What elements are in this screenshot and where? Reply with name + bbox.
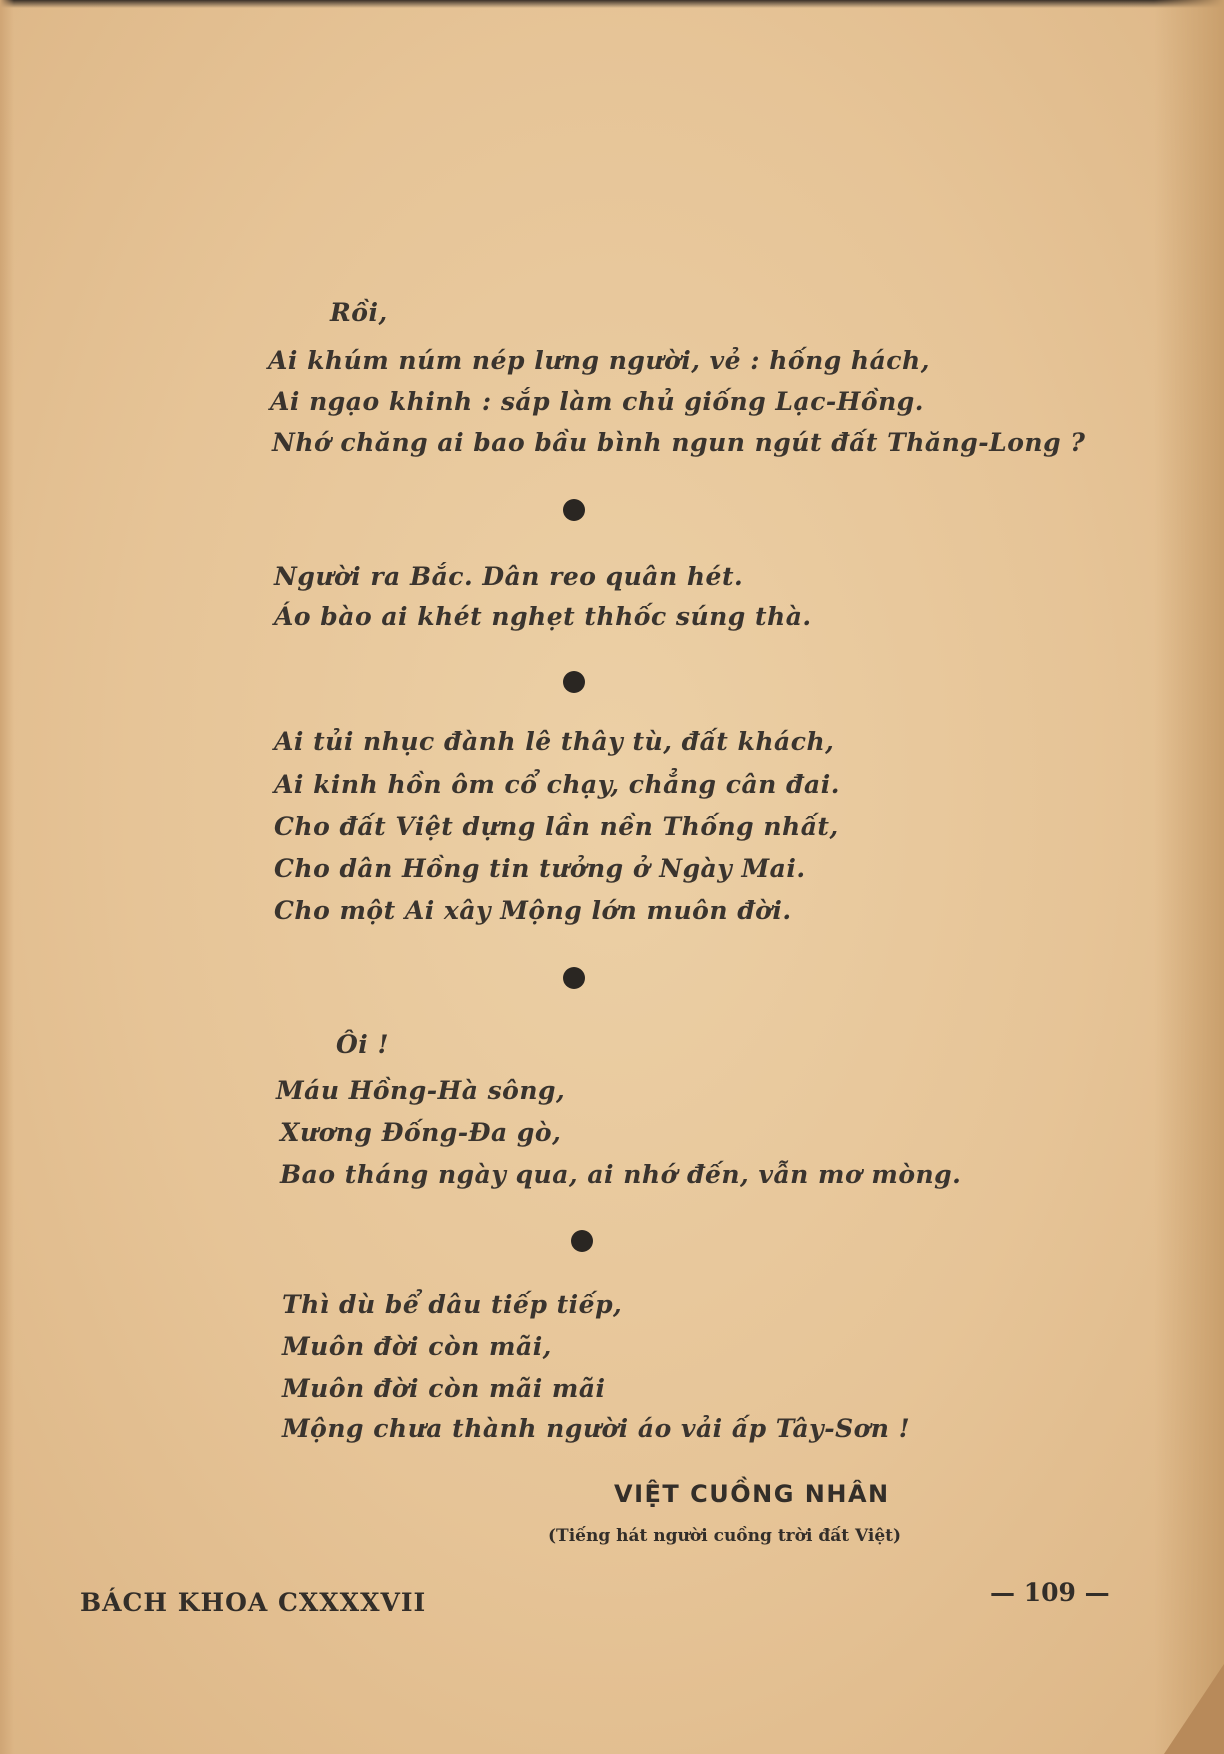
poem-source: (Tiếng hát người cuồng trời đất Việt) [548, 1526, 902, 1546]
stanza3-line-4: Cho dân Hồng tin tưởng ở Ngày Mai. [274, 854, 806, 883]
stanza3-line-2: Ai kinh hồn ôm cổ chạy, chẳng cân đai. [274, 770, 840, 799]
author-name: VIỆT CUỒNG NHÂN [614, 1480, 890, 1508]
stanza2-line-2: Áo bào ai khét nghẹt thhốc súng thà. [274, 602, 812, 631]
stanza4-line-2: Xương Đống-Đa gò, [280, 1118, 562, 1147]
page-number: — 109 — [990, 1578, 1110, 1607]
page-left-edge [0, 0, 14, 1754]
stanza-separator-dot [571, 1230, 593, 1252]
page-top-edge [0, 0, 1224, 8]
stanza5-line-4: Mộng chưa thành người áo vải ấp Tây-Sơn ! [282, 1414, 911, 1443]
page-corner-fold [1164, 1664, 1224, 1754]
stanza3-line-5: Cho một Ai xây Mộng lớn muôn đời. [274, 896, 792, 925]
stanza4-intro: Ôi ! [336, 1030, 389, 1059]
stanza1-line-3: Nhớ chăng ai bao bầu bình ngun ngút đất Thăng-Long ? [272, 428, 1086, 457]
stanza1-intro: Rồi, [330, 298, 388, 327]
page-right-edge [1154, 0, 1224, 1754]
stanza5-line-2: Muôn đời còn mãi, [282, 1332, 552, 1361]
stanza-separator-dot [563, 671, 585, 693]
stanza-separator-dot [563, 967, 585, 989]
stanza4-line-1: Máu Hồng-Hà sông, [276, 1076, 566, 1105]
stanza5-line-3: Muôn đời còn mãi mãi [282, 1374, 606, 1403]
publication-footer: BÁCH KHOA CXXXXVII [80, 1588, 427, 1617]
stanza1-line-2: Ai ngạo khinh : sắp làm chủ giống Lạc-Hồng. [270, 387, 924, 416]
stanza3-line-1: Ai tủi nhục đành lê thây tù, đất khách, [274, 727, 835, 756]
stanza2-line-1: Người ra Bắc. Dân reo quân hét. [274, 562, 744, 591]
stanza5-line-1: Thì dù bể dâu tiếp tiếp, [282, 1290, 623, 1319]
stanza4-line-3: Bao tháng ngày qua, ai nhớ đến, vẫn mơ mòng. [280, 1160, 962, 1189]
stanza1-line-1: Ai khúm núm nép lưng người, vẻ : hống hách, [268, 346, 930, 375]
stanza-separator-dot [563, 499, 585, 521]
stanza3-line-3: Cho đất Việt dựng lần nền Thống nhất, [274, 812, 839, 841]
